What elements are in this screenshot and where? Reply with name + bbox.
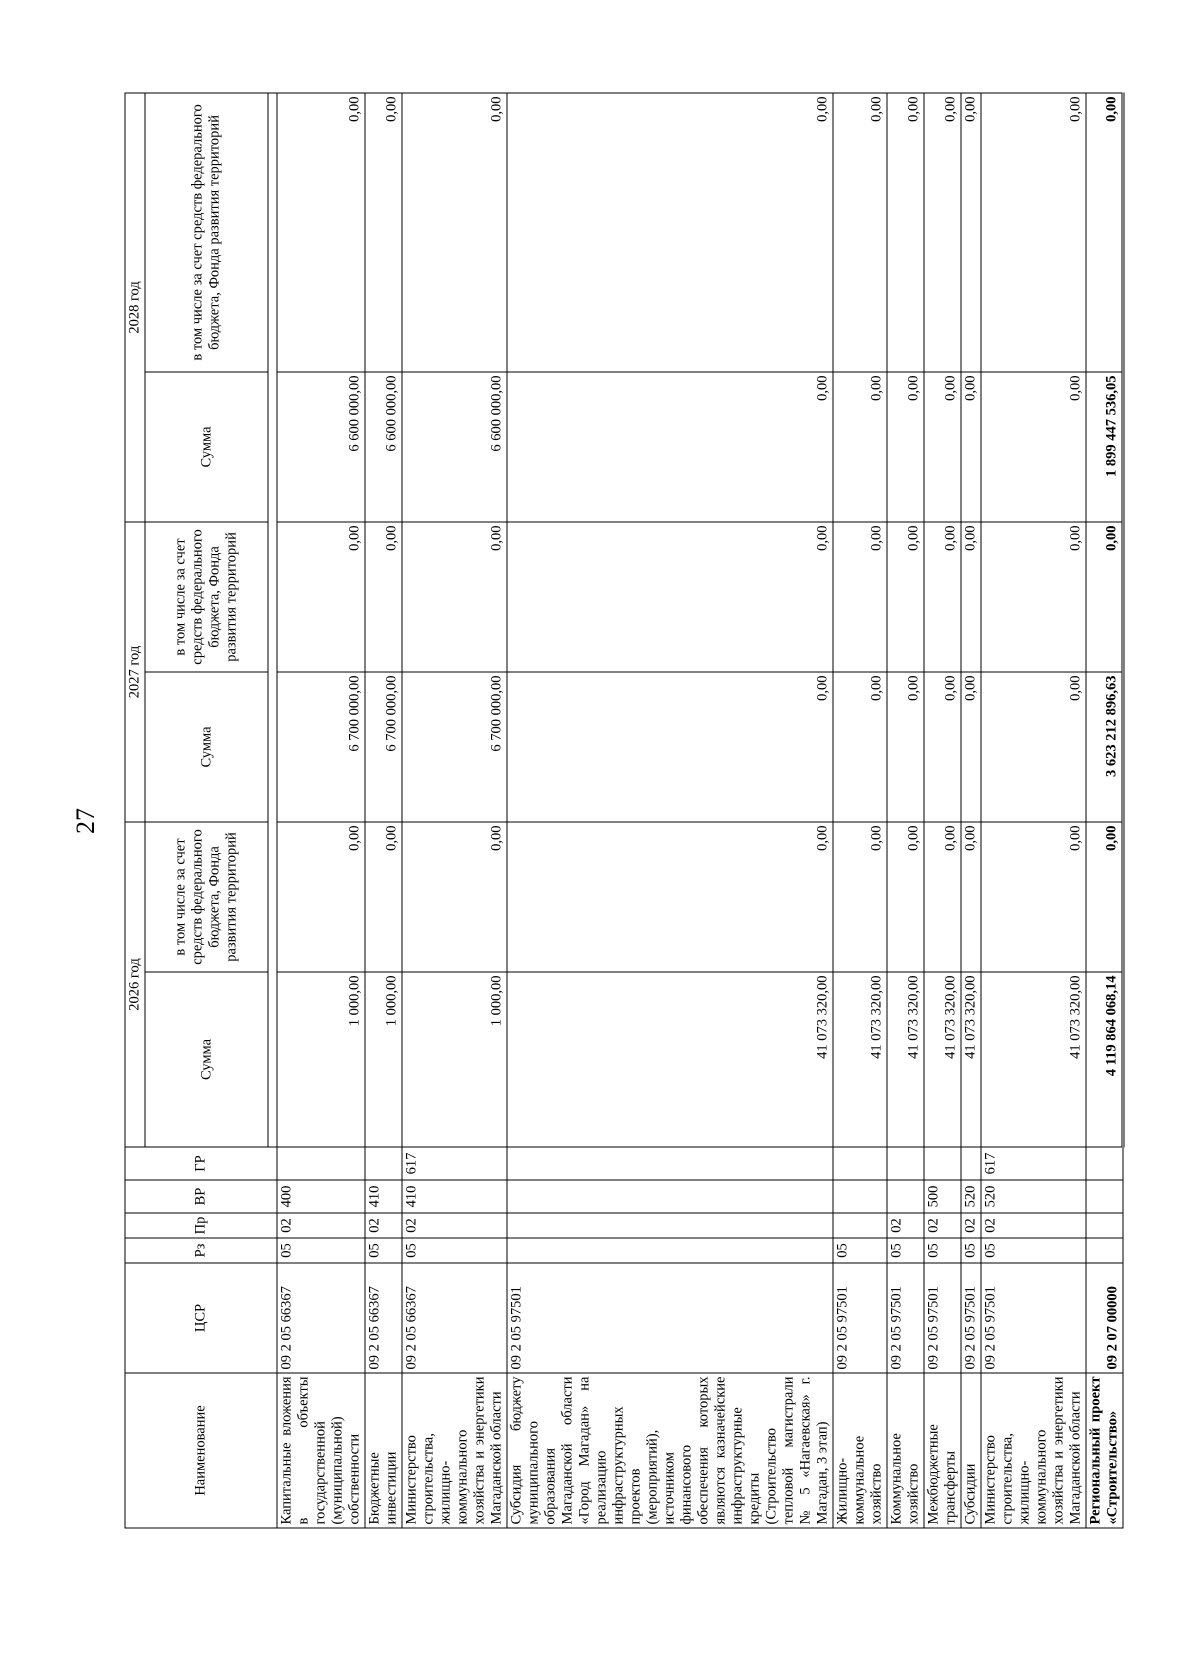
row-federal-2028: 0,00 [887,93,924,372]
row-csr: 09 2 05 97501 [833,1263,887,1373]
row-sum-2028: 0,00 [924,372,961,522]
row-federal-2026: 0,00 [833,822,887,972]
row-name: Бюджетные инвестиции [365,1373,402,1528]
header-gr: ГР [125,1147,277,1180]
row-federal-2028: 0,00 [961,93,981,372]
row-federal-2027: 0,00 [961,522,981,672]
header-federal-2028: в том числе за счет средств федерального бюджета, Фонда развития территорий [145,93,268,372]
row-federal-2027: 0,00 [924,522,961,672]
row-rz: 05 [365,1238,402,1263]
header-csr: ЦСР [125,1263,277,1373]
row-sum-2026: 1 000,00 [277,972,365,1147]
table-row [887,93,924,1528]
row-pr: 02 [981,1213,1086,1238]
row-federal-2028: 0,00 [402,93,507,372]
row-sum-2027: 0,00 [507,672,833,822]
table-row [833,93,887,1528]
row-federal-2027: 0,00 [402,522,507,672]
row-gr [961,1147,981,1180]
row-federal-2026: 0,00 [365,822,402,972]
row-pr: 02 [961,1213,981,1238]
row-sum-2027: 0,00 [961,672,981,822]
row-sum-2026: 41 073 320,00 [981,972,1086,1147]
row-name: Министерство строительства, жилищно-коммунального хозяйства и энергетики Магаданской области [981,1373,1086,1528]
row-name: Субсидии [961,1373,981,1528]
row-sum-2026: 41 073 320,00 [887,972,924,1147]
row-pr: 02 [924,1213,961,1238]
row-federal-2027: 0,00 [365,522,402,672]
row-vr: 400 [277,1180,365,1213]
row-sum-2026: 41 073 320,00 [833,972,887,1147]
row-name: Коммунальное хозяйство [887,1373,924,1528]
row-federal-2028: 0,00 [365,93,402,372]
row-federal-2026: 0,00 [1086,822,1123,972]
row-gr [365,1147,402,1180]
row-sum-2028: 6 600 000,00 [277,372,365,522]
row-csr: 09 2 05 97501 [507,1263,833,1373]
row-federal-2026: 0,00 [961,822,981,972]
row-sum-2028: 0,00 [981,372,1086,522]
header-year-2027: 2027 год [125,522,145,822]
row-federal-2028: 0,00 [833,93,887,372]
header-pr: Пр [125,1213,277,1238]
table-row [402,93,507,1528]
row-sum-2028: 0,00 [887,372,924,522]
row-gr [507,1147,833,1180]
row-federal-2027: 0,00 [277,522,365,672]
row-gr [277,1147,365,1180]
row-rz: 05 [277,1238,365,1263]
row-gr [1086,1147,1123,1180]
row-rz: 05 [924,1238,961,1263]
row-rz: 05 [981,1238,1086,1263]
row-sum-2027: 6 700 000,00 [365,672,402,822]
header-year-2028: 2028 год [125,93,145,522]
row-csr: 09 2 05 66367 [402,1263,507,1373]
row-federal-2027: 0,00 [981,522,1086,672]
row-federal-2026: 0,00 [924,822,961,972]
row-sum-2028: 0,00 [833,372,887,522]
row-sum-2026: 1 000,00 [365,972,402,1147]
row-vr: 520 [961,1180,981,1213]
header-row-years [125,93,145,1528]
row-federal-2027: 0,00 [887,522,924,672]
row-vr: 500 [924,1180,961,1213]
row-vr [887,1180,924,1213]
row-pr [507,1213,833,1238]
row-name: Министерство строительства, жилищно-коммунального хозяйства и энергетики Магаданской области [402,1373,507,1528]
row-federal-2027: 0,00 [1086,522,1123,672]
row-federal-2027: 0,00 [507,522,833,672]
row-csr: 09 2 07 00000 [1086,1263,1123,1373]
row-sum-2027: 6 700 000,00 [402,672,507,822]
row-name: Субсидия бюджету муниципального образования Магаданской области «Город Магадан» на реализацию инфраструктурных проектов (мероприятий), источником финансового обеспечения которых являются казначейские инфраструктурные кредиты (Строительство тепловой магистрали № 5 «Нагаевская» г. Магадан, 3 этап) [507,1373,833,1528]
row-federal-2026: 0,00 [402,822,507,972]
row-pr: 02 [277,1213,365,1238]
row-sum-2028: 0,00 [507,372,833,522]
row-pr: 02 [402,1213,507,1238]
row-pr: 02 [365,1213,402,1238]
row-sum-2027: 3 623 212 896,63 [1086,672,1123,822]
row-sum-2028: 6 600 000,00 [365,372,402,522]
budget-table [125,92,1125,1528]
row-csr: 09 2 05 66367 [277,1263,365,1373]
row-gr [924,1147,961,1180]
header-sum-2026: Сумма [145,972,268,1147]
row-sum-2028: 0,00 [961,372,981,522]
row-vr: 410 [365,1180,402,1213]
row-sum-2027: 0,00 [981,672,1086,822]
row-federal-2028: 0,00 [1086,93,1123,372]
row-sum-2026: 1 000,00 [402,972,507,1147]
row-sum-2028: 1 899 447 536,05 [1086,372,1123,522]
row-vr [833,1180,887,1213]
row-rz [507,1238,833,1263]
row-federal-2026: 0,00 [277,822,365,972]
header-sum-2028: Сумма [145,372,268,522]
row-sum-2027: 6 700 000,00 [277,672,365,822]
row-csr: 09 2 05 97501 [981,1263,1086,1373]
row-rz [1086,1238,1123,1263]
row-sum-2026: 41 073 320,00 [961,972,981,1147]
row-gr [887,1147,924,1180]
row-pr [833,1213,887,1238]
header-sum-2027: Сумма [145,672,268,822]
row-csr: 09 2 05 97501 [924,1263,961,1373]
table-row [365,93,402,1528]
row-name: Капитальные вложения в объекты государственной (муниципальной) собственности [277,1373,365,1528]
row-federal-2028: 0,00 [924,93,961,372]
page-number: 27 [71,808,100,834]
table-row [924,93,961,1528]
row-vr: 520 [981,1180,1086,1213]
row-gr: 617 [402,1147,507,1180]
budget-table-sheet [125,94,1121,1529]
row-name: Межбюджетные трансферты [924,1373,961,1528]
row-rz: 05 [961,1238,981,1263]
header-name: Наименование [125,1373,277,1528]
header-vr: ВР [125,1180,277,1213]
row-federal-2026: 0,00 [887,822,924,972]
row-name: Жилищно-коммунальное хозяйство [833,1373,887,1528]
header-federal-2026: в том числе за счет средств федерального бюджета, Фонда развития территорий [145,822,268,972]
row-vr: 410 [402,1180,507,1213]
row-vr [507,1180,833,1213]
row-sum-2027: 0,00 [887,672,924,822]
row-vr [1086,1180,1123,1213]
header-year-2026: 2026 год [125,822,145,1147]
row-federal-2026: 0,00 [507,822,833,972]
table-row [1086,93,1123,1528]
row-rz: 05 [402,1238,507,1263]
row-csr: 09 2 05 66367 [365,1263,402,1373]
row-federal-2026: 0,00 [981,822,1086,972]
row-rz: 05 [833,1238,887,1263]
row-name: Региональный проект «Строительство» [1086,1373,1123,1528]
row-sum-2027: 0,00 [924,672,961,822]
table-row [507,93,833,1528]
row-gr: 617 [981,1147,1086,1180]
row-pr: 02 [887,1213,924,1238]
row-pr [1086,1213,1123,1238]
row-federal-2028: 0,00 [981,93,1086,372]
row-sum-2026: 4 119 864 068,14 [1086,972,1123,1147]
row-csr: 09 2 05 97501 [961,1263,981,1373]
row-gr [833,1147,887,1180]
header-rz: Рз [125,1238,277,1263]
row-rz: 05 [887,1238,924,1263]
table-row [961,93,981,1528]
row-sum-2026: 41 073 320,00 [924,972,961,1147]
row-federal-2027: 0,00 [833,522,887,672]
row-csr: 09 2 05 97501 [887,1263,924,1373]
row-sum-2026: 41 073 320,00 [507,972,833,1147]
table-row [277,93,365,1528]
header-federal-2027: в том числе за счет средств федерального бюджета, Фонда развития территорий [145,522,268,672]
row-sum-2028: 6 600 000,00 [402,372,507,522]
row-federal-2028: 0,00 [277,93,365,372]
row-federal-2028: 0,00 [507,93,833,372]
table-row [981,93,1086,1528]
row-sum-2027: 0,00 [833,672,887,822]
